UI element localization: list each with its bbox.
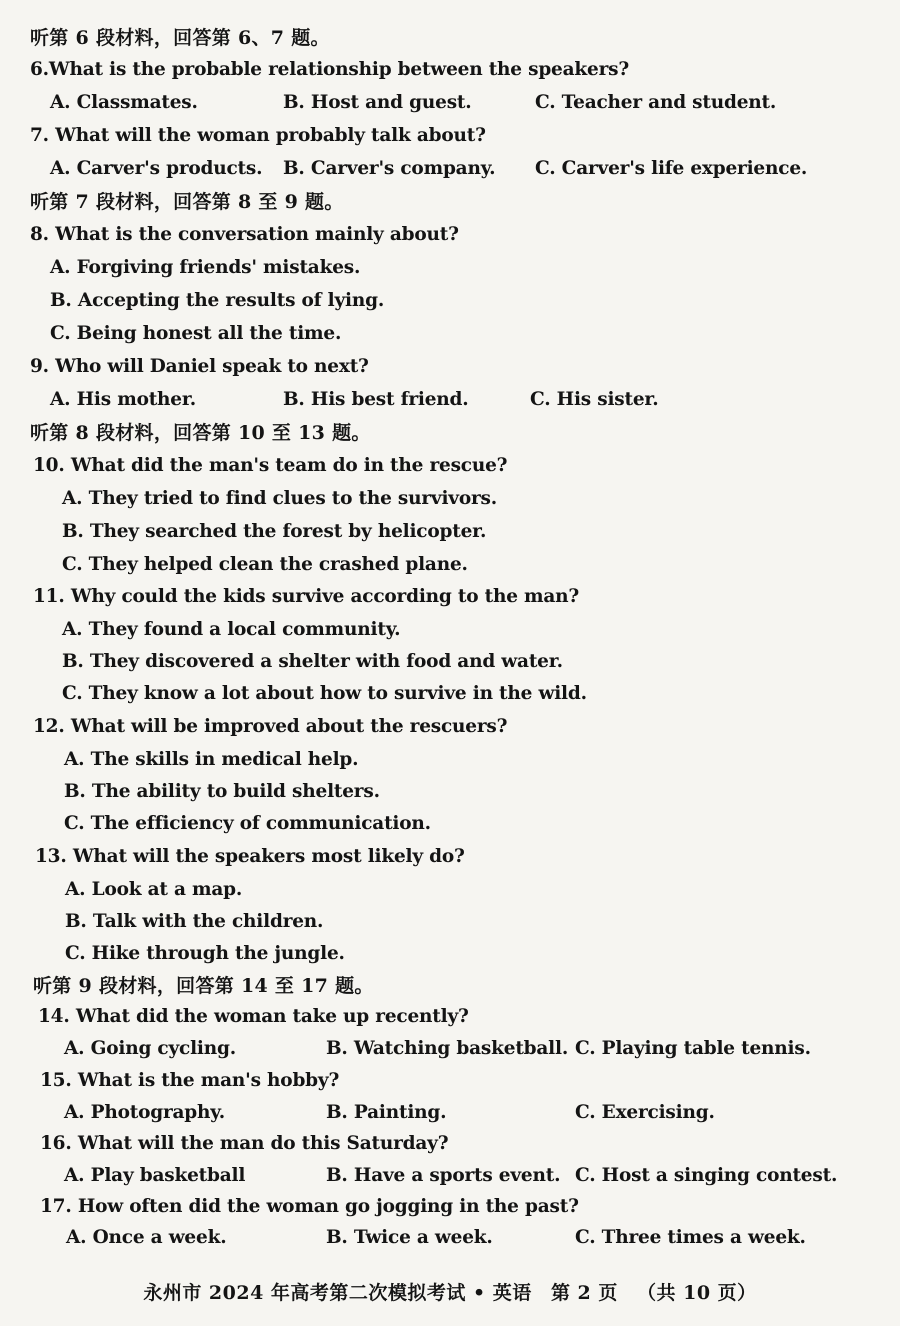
question-15-option-b: B. Painting. <box>326 1102 447 1123</box>
footer-page-number: 第 2 页 <box>550 1282 618 1304</box>
question-12-option-b: B. The ability to build shelters. <box>64 781 380 802</box>
footer-total-pages: （共 10 页） <box>637 1282 757 1304</box>
question-6-option-a: A. Classmates. <box>50 92 198 113</box>
question-9-option-a: A. His mother. <box>50 389 196 410</box>
question-6-stem: 6.What is the probable relationship between the speakers? <box>30 59 630 80</box>
question-17-option-a: A. Once a week. <box>66 1227 227 1248</box>
question-14-stem: 14. What did the woman take up recently? <box>38 1006 469 1027</box>
question-8-option-b: B. Accepting the results of lying. <box>50 290 385 311</box>
question-10-stem: 10. What did the man's team do in the rescue? <box>33 455 508 476</box>
question-13-option-b: B. Talk with the children. <box>65 911 324 932</box>
question-13-option-c: C. Hike through the jungle. <box>65 943 345 964</box>
question-15-option-c: C. Exercising. <box>575 1102 715 1123</box>
question-12-option-c: C. The efficiency of communication. <box>64 813 431 834</box>
section-heading-6: 听第 6 段材料，回答第 6、7 题。 <box>30 27 330 49</box>
question-9-stem: 9. Who will Daniel speak to next? <box>30 356 369 377</box>
question-14-option-a: A. Going cycling. <box>64 1038 236 1059</box>
question-14-option-c: C. Playing table tennis. <box>575 1038 811 1059</box>
question-16-option-a: A. Play basketball <box>64 1165 246 1186</box>
question-15-option-a: A. Photography. <box>64 1102 225 1123</box>
question-8-stem: 8. What is the conversation mainly about? <box>30 224 459 245</box>
question-11-option-a: A. They found a local community. <box>62 619 401 640</box>
section-heading-7: 听第 7 段材料，回答第 8 至 9 题。 <box>30 191 344 213</box>
question-16-option-b: B. Have a sports event. <box>326 1165 561 1186</box>
question-10-option-b: B. They searched the forest by helicopter. <box>62 521 487 542</box>
question-10-option-a: A. They tried to find clues to the survivors. <box>62 488 498 509</box>
question-11-option-c: C. They know a lot about how to survive in the wild. <box>62 683 587 704</box>
question-12-option-a: A. The skills in medical help. <box>64 749 359 770</box>
question-16-stem: 16. What will the man do this Saturday? <box>40 1133 449 1154</box>
question-7-option-c: C. Carver's life experience. <box>535 158 808 179</box>
page-footer <box>0 1278 900 1305</box>
question-7-stem: 7. What will the woman probably talk about? <box>30 125 486 146</box>
question-11-stem: 11. Why could the kids survive according to the man? <box>33 586 580 607</box>
question-6-option-c: C. Teacher and student. <box>535 92 777 113</box>
question-13-stem: 13. What will the speakers most likely do? <box>35 846 465 867</box>
question-13-option-a: A. Look at a map. <box>65 879 243 900</box>
question-10-option-c: C. They helped clean the crashed plane. <box>62 554 468 575</box>
question-11-option-b: B. They discovered a shelter with food and water. <box>62 651 563 672</box>
question-7-option-a: A. Carver's products. <box>50 158 263 179</box>
question-14-option-b: B. Watching basketball. <box>326 1038 569 1059</box>
question-12-stem: 12. What will be improved about the rescuers? <box>33 716 508 737</box>
section-heading-9: 听第 9 段材料，回答第 14 至 17 题。 <box>33 975 374 997</box>
question-8-option-c: C. Being honest all the time. <box>50 323 342 344</box>
footer-exam-title: 永州市 2024 年高考第二次模拟考试 • 英语 <box>143 1282 532 1304</box>
question-9-option-c: C. His sister. <box>530 389 659 410</box>
question-15-stem: 15. What is the man's hobby? <box>40 1070 340 1091</box>
question-8-option-a: A. Forgiving friends' mistakes. <box>50 257 361 278</box>
section-heading-8: 听第 8 段材料，回答第 10 至 13 题。 <box>30 422 371 444</box>
question-9-option-b: B. His best friend. <box>283 389 469 410</box>
question-17-option-b: B. Twice a week. <box>326 1227 493 1248</box>
question-16-option-c: C. Host a singing contest. <box>575 1165 838 1186</box>
question-17-option-c: C. Three times a week. <box>575 1227 806 1248</box>
question-7-option-b: B. Carver's company. <box>283 158 496 179</box>
question-17-stem: 17. How often did the woman go jogging in the past? <box>40 1196 579 1217</box>
question-6-option-b: B. Host and guest. <box>283 92 472 113</box>
